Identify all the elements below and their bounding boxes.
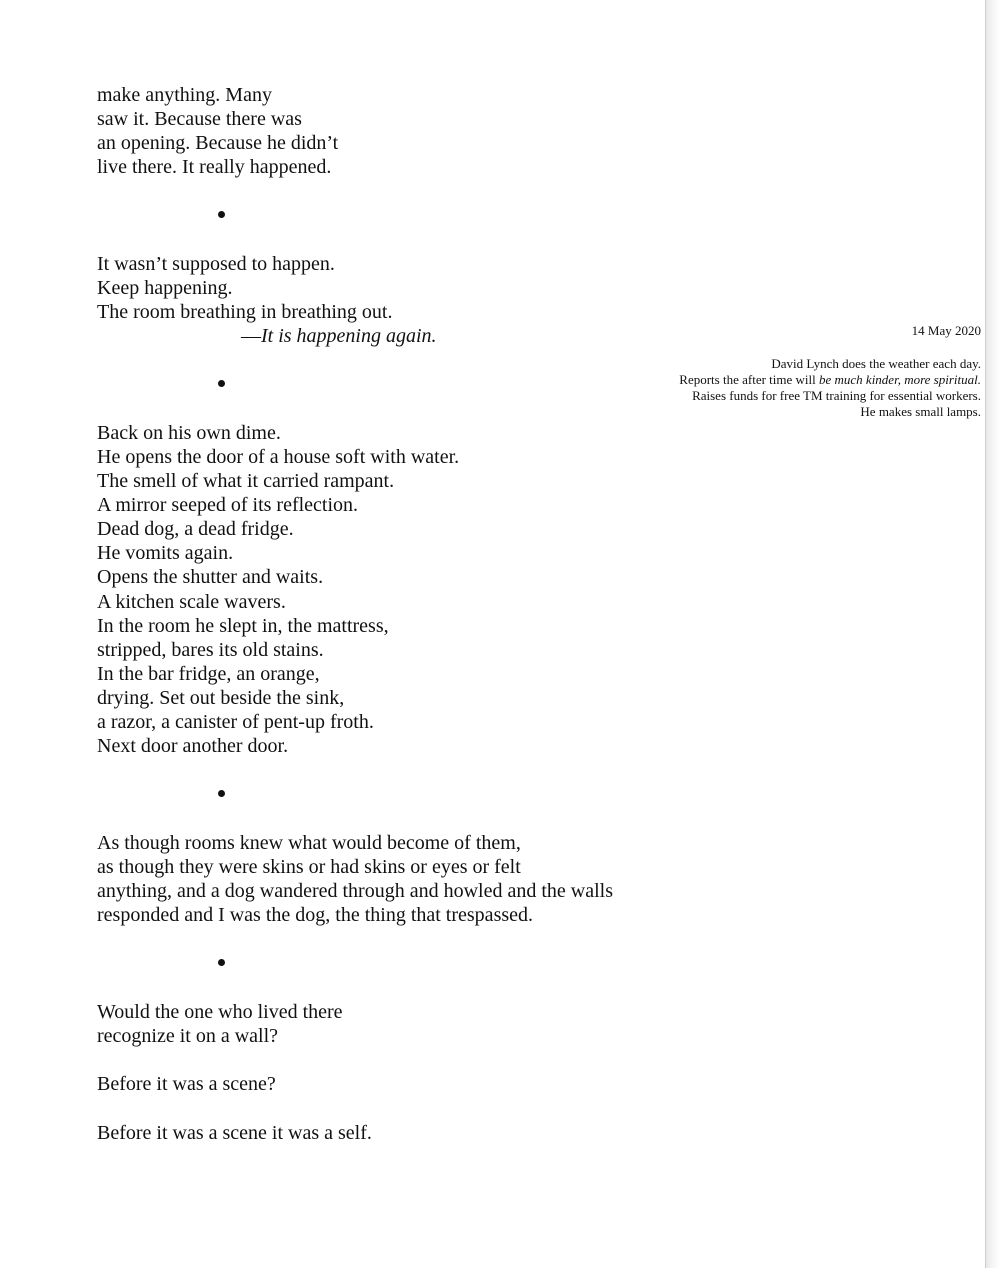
poem-line: The smell of what it carried rampant. [97, 470, 395, 492]
poem-line: The room breathing in breathing out. [97, 301, 393, 323]
sidenote-line: He makes small lamps. [860, 404, 981, 419]
poem-line: drying. Set out beside the sink, [97, 687, 345, 709]
page-edge [985, 0, 1000, 1268]
poem-line: He opens the door of a house soft with water. [97, 446, 460, 468]
poem-line: It wasn’t supposed to happen. [97, 253, 335, 275]
poem-line: anything, and a dog wandered through and howled and the walls [97, 880, 613, 902]
poem-line: make anything. Many [97, 84, 272, 106]
sidenote-date: 14 May 2020 [911, 323, 981, 338]
quoted-line [241, 324, 437, 348]
poem-line: A kitchen scale wavers. [97, 591, 286, 613]
poem-line: Keep happening. [97, 277, 233, 299]
poem-line: a razor, a canister of pent-up froth. [97, 711, 374, 733]
poem-line: Opens the shutter and waits. [97, 566, 324, 588]
poem-line: He vomits again. [97, 542, 234, 564]
poem-line: Before it was a scene it was a self. [97, 1122, 372, 1144]
poem-line: responded and I was the dog, the thing that trespassed. [97, 904, 534, 926]
poem-line: As though rooms knew what would become of them, [97, 832, 521, 854]
poem-line: recognize it on a wall? [97, 1025, 279, 1047]
poem-line: saw it. Because there was [97, 108, 302, 130]
poem-line: live there. It really happened. [97, 156, 332, 178]
poem-line: stripped, bares its old stains. [97, 639, 324, 661]
poem-line: an opening. Because he didn’t [97, 132, 339, 154]
poem-line: In the room he slept in, the mattress, [97, 615, 389, 637]
sidenote-text: Reports the after time will [679, 372, 819, 387]
sidenote-italic-text: be much kinder, more spiritual. [819, 372, 981, 387]
section-divider-bullet [218, 790, 225, 797]
poem-line: A mirror seeped of its reflection. [97, 494, 359, 516]
quote-text: It is happening again. [261, 325, 437, 347]
poem-line: Before it was a scene? [97, 1073, 276, 1095]
section-divider-bullet [218, 380, 225, 387]
poem-line: Dead dog, a dead fridge. [97, 518, 294, 540]
poem-line: Would the one who lived there [97, 1001, 343, 1023]
poem-line: Next door another door. [97, 735, 289, 757]
poem-line: Back on his own dime. [97, 422, 281, 444]
sidenote-line [679, 372, 981, 388]
section-divider-bullet [218, 211, 225, 218]
poem-line: as though they were skins or had skins or eyes or felt [97, 856, 521, 878]
sidenote-line: David Lynch does the weather each day. [771, 356, 981, 371]
em-dash: — [241, 325, 261, 347]
sidenote-line: Raises funds for free TM training for essential workers. [692, 388, 981, 403]
section-divider-bullet [218, 959, 225, 966]
poem-line: In the bar fridge, an orange, [97, 663, 320, 685]
